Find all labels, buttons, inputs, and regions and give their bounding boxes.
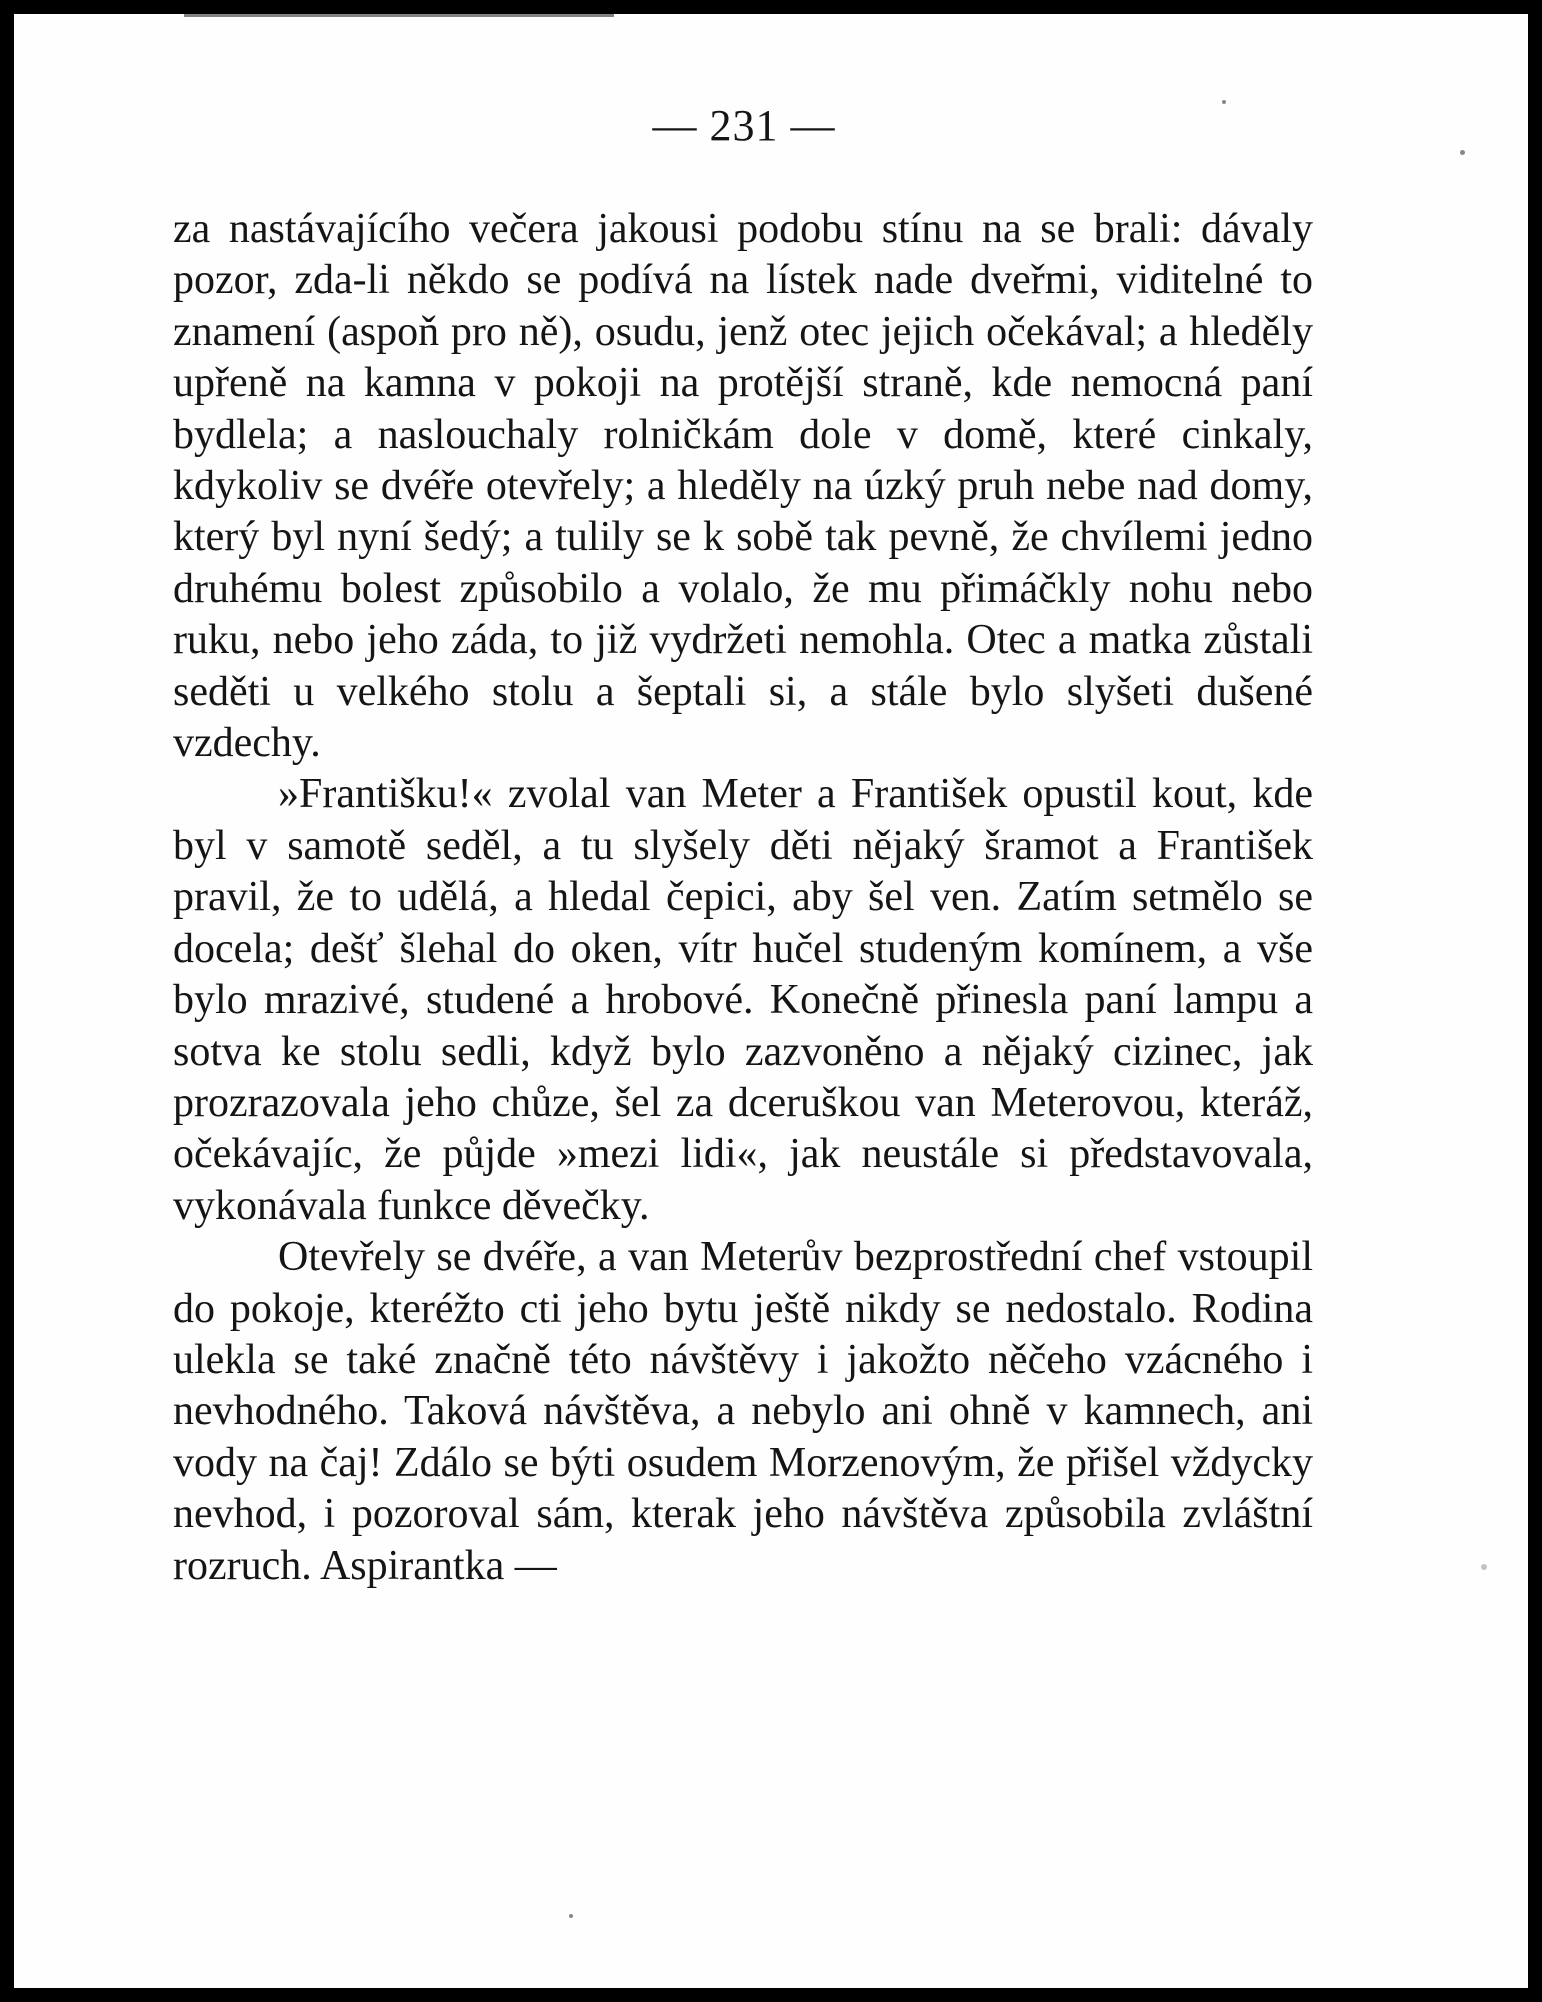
print-speck <box>1481 1564 1487 1570</box>
page-number: — 231 — <box>652 101 836 150</box>
page-top-edge <box>184 14 614 17</box>
print-speck <box>1460 150 1465 155</box>
body-text <box>173 204 1313 1592</box>
paragraph-continued: za nastávajícího večera jakousi podobu stínu na se brali: dávaly pozor, zda-li někdo se podívá na lístek nade dveřmi, viditelné to znamení (aspoň pro ně), osudu, jenž otec jejich očekával; a hleděly upřeně na kamna v pokoji na protější straně, kde nemocná paní bydlela; a naslouchaly rolničkám dole v domě, které cinkaly, kdykoliv se dvéře otevřely; a hleděly na úzký pruh nebe nad domy, který byl nyní šedý; a tulily se k sobě tak pevně, že chvílemi jedno druhému bolest způsobilo a volalo, že mu přimáčkly nohu nebo ruku, nebo jeho záda, to již vydržeti nemohla. Otec a matka zůstali seděti u velkého stolu a šeptali si, a stále bylo slyšeti dušené vzdechy. <box>173 206 1313 767</box>
paragraph: Otevřely se dvéře, a van Meterův bezprostřední chef vstoupil do pokoje, kteréžto cti jeho bytu ještě nikdy se nedostalo. Rodina ulekla se také značně této návštěvy i jakožto něčeho vzácného i nevhodného. Taková návštěva, a nebylo ani ohně v kamnech, ani vody na čaj! Zdálo se býti osudem Morzenovým, že přišel vždycky nevhod, i pozoroval sám, kterak jeho návštěva způsobila zvláštní rozruch. Aspirantka — <box>173 1234 1313 1589</box>
book-page <box>14 14 1528 1988</box>
paragraph: »Františku!« zvolal van Meter a František opustil kout, kde byl v samotě seděl, a tu slyšely děti nějaký šramot a František pravil, že to udělá, a hledal čepici, aby šel ven. Zatím setmělo se docela; dešť šlehal do oken, vítr hučel studeným komínem, a vše bylo mrazivé, studené a hrobové. Konečně přinesla paní lampu a sotva ke stolu sedli, když bylo zazvoněno a nějaký cizinec, jak prozrazovala jeho chůze, šel za dceruškou van Meterovou, kteráž, očekávajíc, že půjde »mezi lidi«, jak neustále si představovala, vykonávala funkce děvečky. <box>173 771 1313 1229</box>
print-speck <box>1222 100 1226 104</box>
print-speck <box>569 1914 573 1918</box>
